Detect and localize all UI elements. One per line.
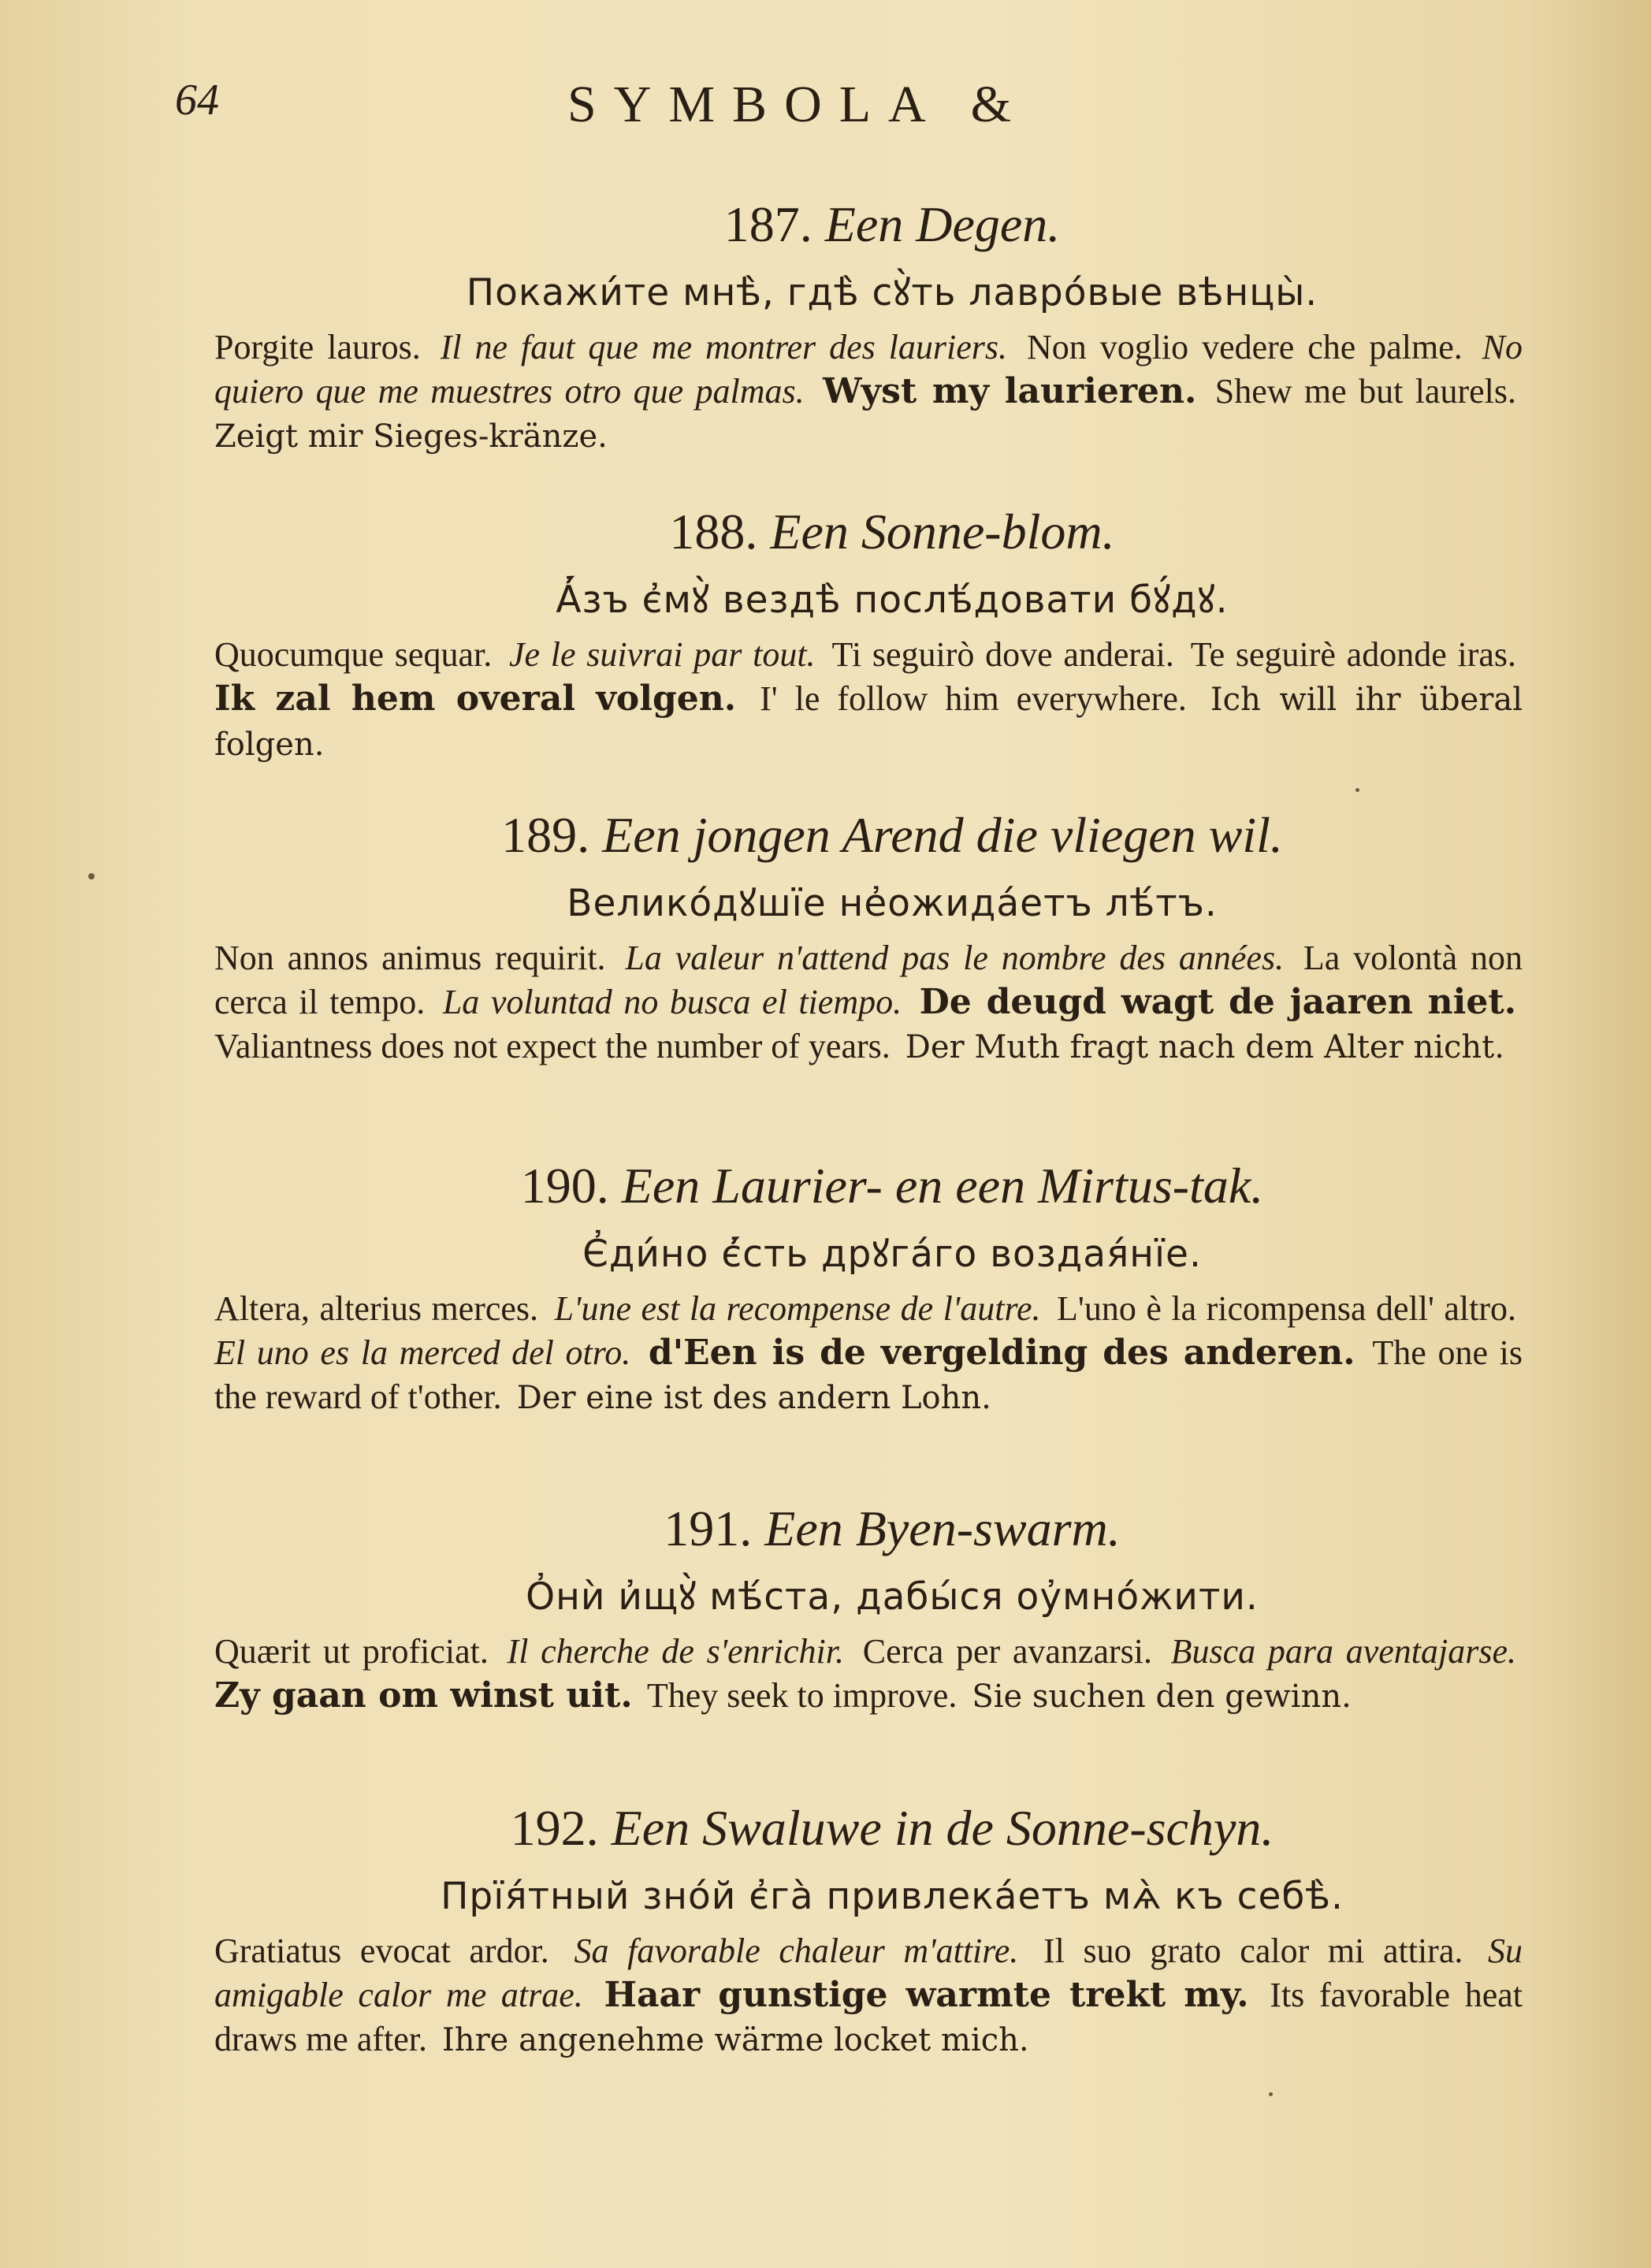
dutch-motto: Ik zal hem overal volgen.	[214, 679, 737, 719]
german-motto: Der Muth fragt nach dem Alter nicht.	[905, 1029, 1504, 1065]
cyrillic-motto: Прїя́тный зно́й є҆га̀ привлека́етъ мѧ̀ къ себѣ̀.	[441, 1875, 1344, 1918]
french-motto: Je le suivrai par tout.	[508, 635, 816, 674]
entry-number: 192.	[510, 1800, 599, 1856]
entry-body	[214, 1630, 1523, 1719]
emblem-entry-191	[214, 1497, 1523, 1719]
german-motto: Ihre angenehme wärme locket mich.	[442, 2022, 1029, 2058]
cyrillic-motto: Покажи́те мнѣ̀, гдѣ̀ сꙋ̀ть лавро́вые вѣнцы̀.	[466, 271, 1318, 314]
entry-title	[262, 1497, 1523, 1560]
entry-title	[262, 193, 1523, 256]
latin-motto: Gratiatus evocat ardor.	[214, 1932, 549, 1970]
entry-title-text: Een Byen-swarm.	[764, 1500, 1121, 1556]
paper-speck	[1269, 2092, 1273, 2096]
german-motto: Der eine ist des andern Lohn.	[516, 1380, 991, 1416]
italian-motto: L'uno è la ricompensa dell' altro.	[1057, 1289, 1517, 1328]
latin-motto: Quocumque sequar.	[214, 635, 493, 674]
dutch-motto: De deugd wagt de jaaren niet.	[919, 982, 1517, 1022]
spanish-motto: No quiero que me muestres otro que palmas.	[214, 328, 1523, 411]
english-motto: Its favorable heat draws me after.	[214, 1976, 1523, 2058]
spanish-motto: Te seguirè adonde iras.	[1190, 635, 1516, 674]
entry-number: 188.	[669, 504, 758, 560]
french-motto: La valeur n'attend pas le nombre des années.	[625, 939, 1285, 977]
latin-motto: Porgite lauros.	[214, 328, 421, 366]
french-motto: L'une est la recompense de l'autre.	[554, 1289, 1041, 1328]
cyrillic-motto: О҆нѝ и҆щꙋ̀ мѣ́ста, дабы́ся оу҆мно́жити.	[526, 1575, 1259, 1619]
english-motto: They seek to improve.	[646, 1676, 958, 1715]
german-motto: Zeigt mir Sieges-kränze.	[214, 418, 608, 455]
page-number: 64	[175, 76, 219, 125]
italian-motto: Cerca per avanzarsi.	[862, 1632, 1152, 1671]
dutch-motto: Wyst my laurieren.	[823, 371, 1197, 411]
entry-title-text: Een Laurier- en een Mirtus-tak.	[621, 1158, 1264, 1214]
cyrillic-motto: А҆́зъ є҆мꙋ̀ вездѣ̀ послѣ́довати бꙋ́дꙋ.	[556, 578, 1229, 622]
entry-number: 187.	[723, 196, 812, 252]
spanish-motto: El uno es la merced del otro.	[214, 1333, 631, 1372]
english-motto: Shew me but laurels.	[1214, 372, 1516, 411]
latin-motto: Quærit ut proficiat.	[214, 1632, 489, 1671]
spanish-motto: La voluntad no busca el tiempo.	[442, 983, 902, 1021]
running-title: SYMBOLA &	[567, 76, 1028, 133]
dutch-motto: Haar gunstige warmte trekt my.	[604, 1975, 1249, 2015]
entry-body	[214, 633, 1523, 767]
entry-title	[262, 1154, 1523, 1218]
cyrillic-motto: Є҆ди́но є҆́сть дрꙋга́го воздая́нїе.	[582, 1233, 1202, 1276]
french-motto: Il cherche de s'enrichir.	[507, 1632, 845, 1671]
entry-number: 189.	[501, 807, 590, 863]
entry-title	[262, 1797, 1523, 1860]
emblem-entry-187	[214, 193, 1523, 459]
italian-motto: Non voglio vedere che palme.	[1026, 328, 1463, 366]
paper-speck	[88, 873, 95, 879]
entry-body	[214, 936, 1523, 1069]
english-motto: Valiantness does not expect the number of years.	[214, 1027, 891, 1065]
entry-body	[214, 1287, 1523, 1420]
entry-title-text: Een jongen Arend die vliegen wil.	[602, 807, 1283, 863]
spanish-motto: Busca para aventajarse.	[1170, 1632, 1516, 1671]
entry-title	[262, 804, 1523, 867]
italian-motto: Il suo grato calor mi attira.	[1043, 1932, 1463, 1970]
entry-body	[214, 1929, 1523, 2062]
english-motto: The one is the reward of t'other.	[214, 1333, 1523, 1416]
entry-title-text: Een Swaluwe in de Sonne-schyn.	[611, 1800, 1274, 1856]
entry-title-text: Een Degen.	[824, 196, 1061, 252]
entry-body	[214, 325, 1523, 459]
emblem-entry-190	[214, 1154, 1523, 1420]
dutch-motto: d'Een is de vergelding des anderen.	[648, 1333, 1355, 1373]
entry-title-text: Een Sonne-blom.	[770, 504, 1115, 560]
german-motto: Ich will ihr überal folgen.	[214, 682, 1523, 763]
entry-title	[262, 500, 1523, 563]
italian-motto: La volontà non cerca il tempo.	[214, 939, 1523, 1021]
emblem-entry-188	[214, 500, 1523, 767]
german-motto: Sie suchen den gewinn.	[972, 1679, 1352, 1715]
latin-motto: Non annos animus requirit.	[214, 939, 606, 977]
latin-motto: Altera, alterius merces.	[214, 1289, 539, 1328]
emblem-entry-189	[214, 804, 1523, 1069]
entry-number: 191.	[664, 1500, 753, 1556]
paper-speck	[1355, 788, 1359, 792]
french-motto: Sa favorable chaleur m'attire.	[574, 1932, 1019, 1970]
entry-number: 190.	[520, 1158, 609, 1214]
cyrillic-motto: Велико́дꙋшїе не҆ожида́етъ лѣ́тъ.	[567, 882, 1218, 925]
spanish-motto: Su amigable calor me atrae.	[214, 1932, 1523, 2014]
italian-motto: Ti seguirò dove anderai.	[831, 635, 1174, 674]
page-header	[0, 75, 1651, 146]
dutch-motto: Zy gaan om winst uit.	[214, 1675, 633, 1716]
english-motto: I' le follow him everywhere.	[760, 679, 1187, 718]
french-motto: Il ne faut que me montrer des lauriers.	[440, 328, 1008, 366]
emblem-entry-192	[214, 1797, 1523, 2062]
